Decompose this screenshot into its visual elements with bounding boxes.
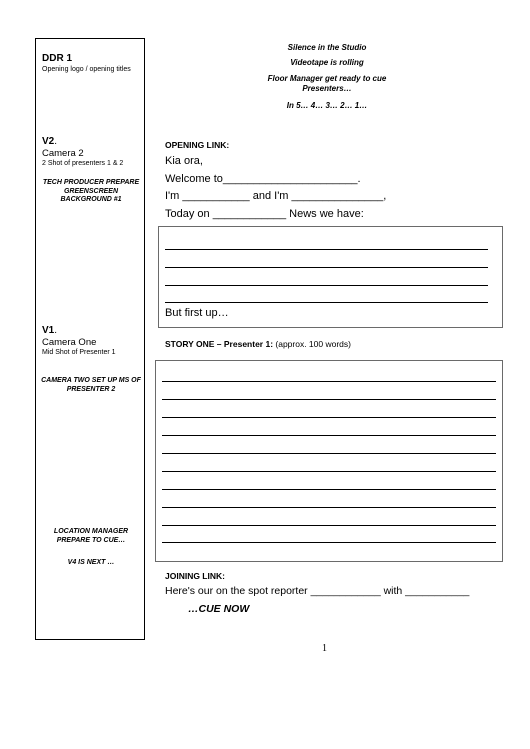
- cue-v2-camera: Camera 2: [42, 148, 84, 159]
- cue-v1-camera: Camera One: [42, 337, 97, 348]
- cue-v1-head: [42, 325, 142, 337]
- opening-link-label: OPENING LINK:: [165, 140, 230, 150]
- story-rule-6: [162, 471, 496, 472]
- header-line-countdown: In 5… 4… 3… 2… 1…: [286, 101, 368, 110]
- story-rule-8: [162, 507, 496, 508]
- cue-v1: [42, 325, 142, 357]
- cue-v2-id: V2: [42, 136, 55, 147]
- opening-rule-4: [165, 302, 488, 303]
- header-line-videotape: Videotape is rolling: [290, 58, 364, 67]
- cue-ddr1-desc: Opening logo / opening titles: [42, 66, 131, 73]
- cue-ddr1-head: DDR 1: [42, 53, 73, 64]
- joining-text: Here's our on the spot reporter ____________ with ___________: [165, 585, 470, 597]
- cue-v2: [42, 136, 142, 168]
- joining-link-label: JOINING LINK:: [165, 571, 225, 581]
- opening-greeting: Kia ora,: [165, 155, 203, 167]
- header-line-floor-manager: Floor Manager get ready to cue Presenters…: [267, 74, 387, 93]
- cue-v1-id: V1: [42, 325, 55, 336]
- opening-rule-1: [165, 249, 488, 250]
- cue-v2-head: [42, 136, 142, 148]
- story-one-title: STORY ONE – Presenter 1:: [165, 339, 274, 349]
- opening-names: I'm ___________ and I'm _______________,: [165, 190, 387, 202]
- cue-v1-dot: .: [54, 325, 58, 336]
- opening-first-up: But first up…: [165, 307, 229, 319]
- opening-rule-2: [165, 267, 488, 268]
- story-one-note: (approx. 100 words): [273, 339, 351, 349]
- story-rule-9: [162, 525, 496, 526]
- story-rule-7: [162, 489, 496, 490]
- story-one-label: [165, 339, 351, 349]
- instr-v4-next: V4 IS NEXT …: [67, 559, 115, 566]
- cue-v1-desc: Mid Shot of Presenter 1: [42, 349, 116, 356]
- story-rule-1: [162, 381, 496, 382]
- story-rule-10: [162, 542, 496, 543]
- header-line-silence: Silence in the Studio: [287, 43, 367, 52]
- opening-rule-3: [165, 285, 488, 286]
- story-rule-5: [162, 453, 496, 454]
- cue-v2-dot: .: [54, 136, 58, 147]
- instr-tech-producer: TECH PRODUCER PREPARE GREENSCREEN BACKGROUND #1: [42, 179, 140, 203]
- cue-v2-desc: 2 Shot of presenters 1 & 2: [42, 160, 124, 167]
- story-rule-3: [162, 417, 496, 418]
- instr-camera-two: CAMERA TWO SET UP MS OF PRESENTER 2: [41, 377, 141, 393]
- opening-today: Today on ____________ News we have:: [165, 208, 364, 220]
- instr-location-manager: LOCATION MANAGER PREPARE TO CUE…: [53, 528, 129, 544]
- story-one-box: [155, 360, 503, 562]
- cue-column: [35, 38, 145, 640]
- cue-ddr1: [42, 53, 142, 74]
- opening-welcome: Welcome to______________________.: [165, 173, 361, 185]
- cue-now: …CUE NOW: [188, 603, 250, 615]
- page-number: 1: [322, 643, 327, 654]
- story-rule-2: [162, 399, 496, 400]
- story-rule-4: [162, 435, 496, 436]
